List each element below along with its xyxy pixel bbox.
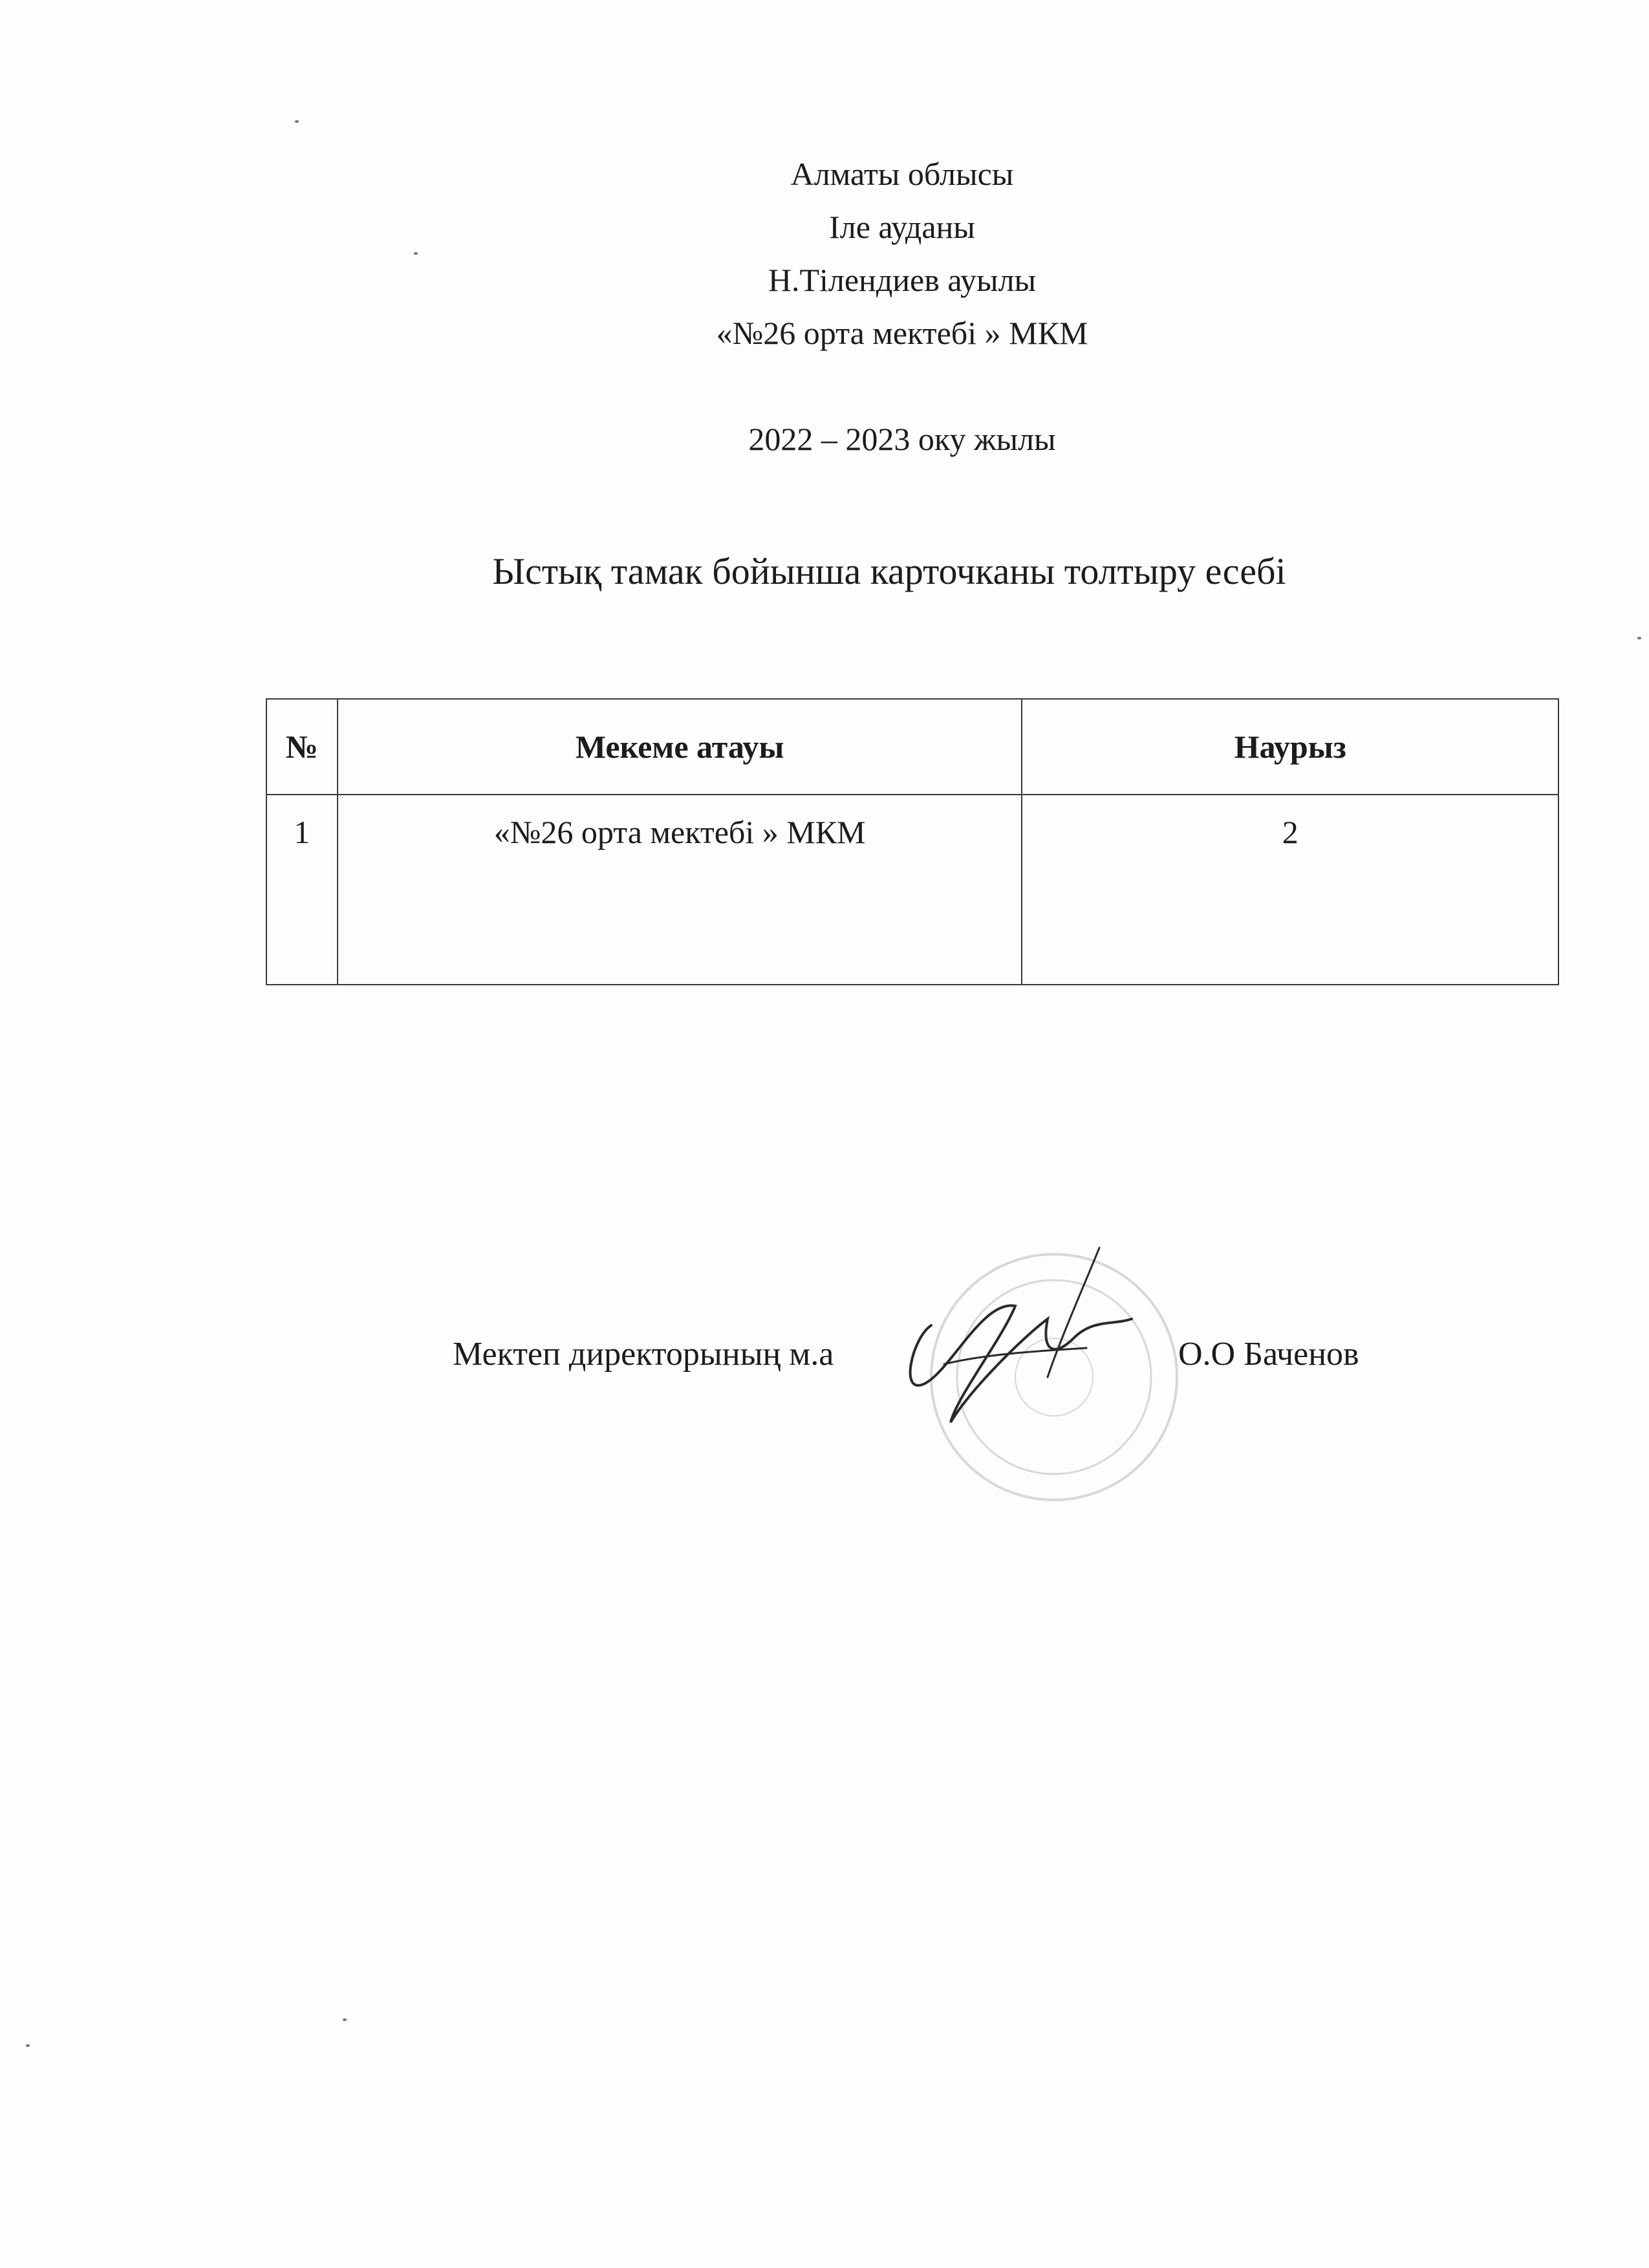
academic-year-line: 2022 – 2023 оку жылы: [748, 421, 1056, 457]
signatory-role: Мектеп директорының м.а: [453, 1336, 834, 1373]
document-title: Ыстық тамак бойынша карточканы толтыру есебі: [492, 550, 1286, 592]
scan-speck: [1637, 637, 1641, 639]
scan-speck: [26, 2044, 30, 2047]
signatory-name: О.О Баченов: [1178, 1336, 1359, 1373]
region-line: Алматы облысы: [790, 156, 1014, 192]
scan-speck: [414, 252, 418, 255]
institution-name-cell: «№26 орта мектебі » МКМ: [338, 795, 1022, 985]
report-table: [266, 698, 1559, 985]
table-header-row: [266, 699, 1558, 795]
document-header: [0, 147, 1649, 465]
scan-speck: [343, 2018, 347, 2021]
stamp-and-signature: [854, 1228, 1190, 1526]
column-header-number: №: [266, 699, 338, 795]
table-row: [266, 795, 1558, 985]
month-value-cell: 2: [1022, 795, 1558, 985]
school-line: «№26 орта мектебі » МКМ: [716, 315, 1088, 351]
column-header-institution: Мекеме атауы: [338, 699, 1022, 795]
official-stamp: [931, 1254, 1177, 1500]
village-line: Н.Тілендиев ауылы: [768, 262, 1037, 298]
column-header-month: Наурыз: [1022, 699, 1558, 795]
district-line: Іле ауданы: [829, 209, 975, 245]
row-number-cell: 1: [266, 795, 338, 985]
scan-speck: [295, 120, 299, 123]
